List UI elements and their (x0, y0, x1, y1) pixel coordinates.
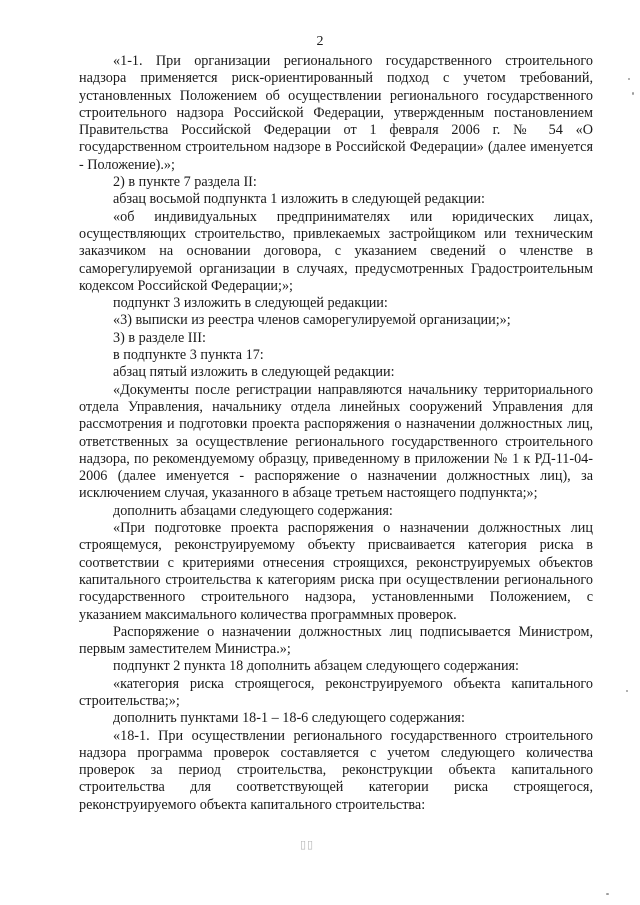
paragraph: Распоряжение о назначении должностных лиц подписывается Министром, первым заместителем Министра.»; (79, 623, 593, 658)
document-body (79, 53, 593, 814)
faint-stamp-mark: ▯▯ (300, 839, 315, 851)
paragraph: в подпункте 3 пункта 17: (113, 347, 264, 364)
paragraph: «об индивидуальных предпринимателях или юридических лицах, осуществляющих строительство, привлекаемых застройщиком или техническим заказчиком на основании договора, с указанием сведений о членстве в саморегулируемой организации в случаях, предусмотренных Градостроительным кодексом Российской Федерации;»; (79, 208, 593, 294)
paragraph: «При подготовке проекта распоряжения о назначении должностных лиц строящемуся, реконструируемому объекту присваивается категория риска в соответствии с критериями отнесения строящихся, реконструируемых объектов капитального строительства к категориям риска при осуществлении регионального государственного строительного надзора, установленными Положением, с указанием максимального количества программных проверок. (79, 520, 593, 623)
page-number: 2 (316, 34, 324, 49)
scan-speck (632, 92, 634, 95)
paragraph: подпункт 3 изложить в следующей редакции: (113, 295, 388, 312)
paragraph: «Документы после регистрации направляются начальнику территориального отдела Управления, начальнику отдела линейных сооружений Управления для рассмотрения и подготовки проекта распоряжения о назначении должностных лиц, ответственных за осуществление регионального государственного строительного надзора, по рекомендуемому образцу, приведенному в приложении № 1 к РД-11-04-2006 (далее именуется - распоряжение о назначении должностных лиц), за исключением случая, указанного в абзаце третьем настоящего подпункта;»; (79, 381, 593, 502)
paragraph: подпункт 2 пункта 18 дополнить абзацем следующего содержания: (113, 658, 519, 675)
paragraph: абзац пятый изложить в следующей редакции: (113, 364, 395, 381)
paragraph: 2) в пункте 7 раздела II: (113, 174, 257, 191)
scan-speck (626, 690, 628, 692)
paragraph: «1-1. При организации регионального государственного строительного надзора применяется риск-ориентированный подход с учетом требований, установленных Положением об осуществлении регионального государственного строительного надзора Российской Федерации, утвержденным постановлением Правительства Российской Федерации от 1 февраля 2006 г. № 54 «О государственном строительном надзоре в Российской Федерации» (далее именуется - Положение).»; (79, 53, 593, 173)
paragraph: «3) выписки из реестра членов саморегулируемой организации;»; (113, 312, 511, 329)
paragraph: 3) в разделе III: (113, 329, 206, 346)
paragraph: дополнить пунктами 18-1 – 18-6 следующего содержания: (113, 710, 465, 727)
paragraph: «18-1. При осуществлении регионального государственного строительного надзора программа проверок составляется с учетом следующего количества проверок за период строительства, реконструкции объекта капитального строительства для соответствующей категории риска строящегося, реконструируемого объекта капитального строительства: (79, 727, 593, 813)
paragraph: «категория риска строящегося, реконструируемого объекта капитального строительства;»; (79, 675, 593, 709)
paragraph: абзац восьмой подпункта 1 изложить в следующей редакции: (113, 191, 485, 208)
scan-speck (606, 893, 609, 895)
scan-speck (628, 78, 630, 80)
paragraph: дополнить абзацами следующего содержания: (113, 502, 393, 519)
